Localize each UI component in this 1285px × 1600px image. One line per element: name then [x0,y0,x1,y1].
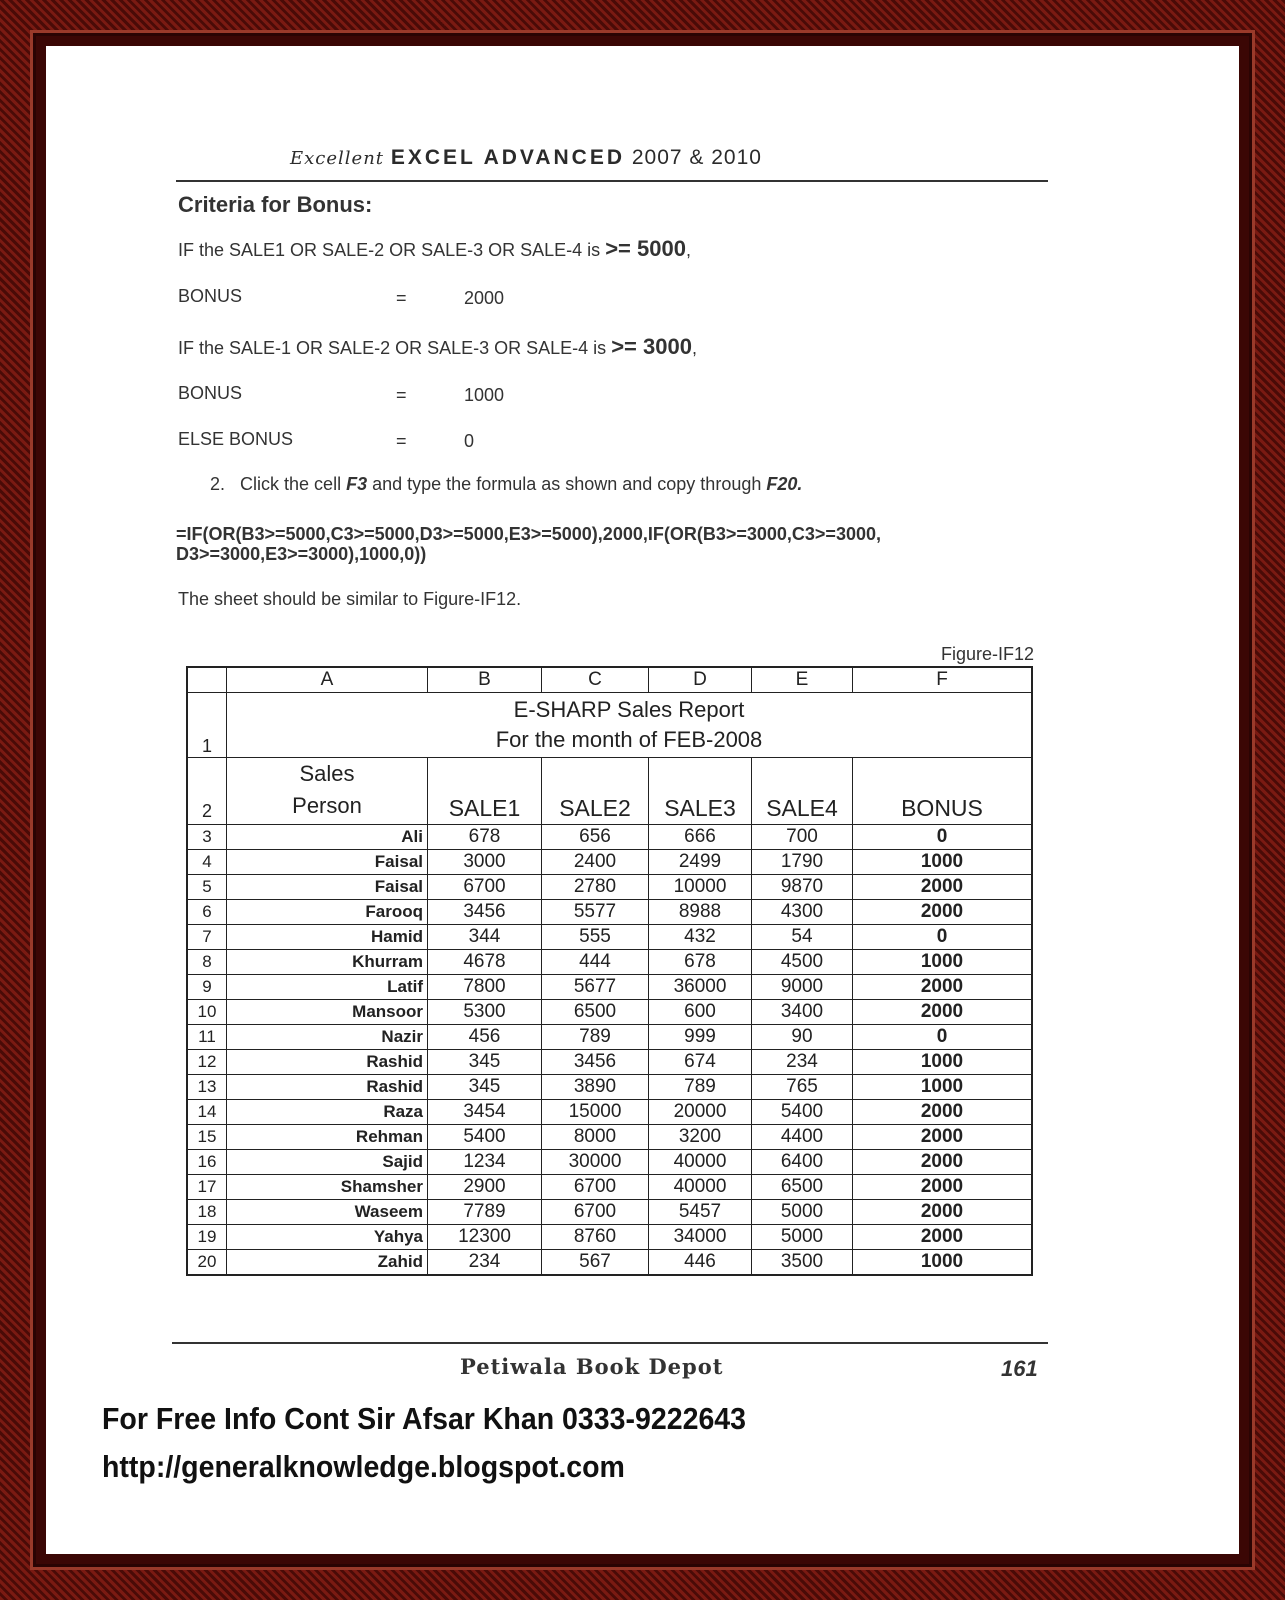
sales-person-cell: Mansoor [227,1000,428,1025]
sale2-cell: 444 [542,950,649,975]
sale3-cell: 5457 [649,1200,752,1225]
sales-person-cell: Shamsher [227,1175,428,1200]
sale2-cell: 789 [542,1025,649,1050]
rule2-line: IF the SALE-1 OR SALE-2 OR SALE-3 OR SALE-4 is >= 3000, [178,334,697,359]
sales-person-cell: Faisal [227,850,428,875]
column-header: A [227,667,428,693]
table-row [187,850,1032,875]
sales-person-cell: Zahid [227,1250,428,1276]
else-bonus-label: ELSE BONUS [178,429,294,449]
sale4-cell: 5000 [752,1200,853,1225]
header-row [187,758,1032,825]
sale2-cell: 8000 [542,1125,649,1150]
sale3-cell: 40000 [649,1150,752,1175]
column-header: C [542,667,649,693]
sale2-cell: 6700 [542,1175,649,1200]
sale1-cell: 345 [428,1075,542,1100]
column-header: F [853,667,1033,693]
table-row [187,950,1032,975]
sale4-cell: 9000 [752,975,853,1000]
row-number: 19 [187,1225,227,1250]
bonus-cell: 2000 [853,1225,1033,1250]
sale3-cell: 34000 [649,1225,752,1250]
row-number: 8 [187,950,227,975]
table-row [187,900,1032,925]
sale4-cell: 4500 [752,950,853,975]
table-row [187,1050,1032,1075]
rule1-bonus-value: 2000 [464,288,505,308]
row-number: 14 [187,1100,227,1125]
sale2-cell: 6700 [542,1200,649,1225]
title-row [187,693,1032,758]
sale3-cell: 3200 [649,1125,752,1150]
report-subtitle: For the month of FEB-2008 [495,727,763,752]
sale1-cell: 4678 [428,950,542,975]
rule2-equals: = [396,385,407,405]
sales-person-cell: Faisal [227,875,428,900]
sale3-cell: 446 [649,1250,752,1276]
sale2-cell: 567 [542,1250,649,1276]
sale2-cell: 30000 [542,1150,649,1175]
table-row [187,925,1032,950]
bonus-cell: 2000 [853,1200,1033,1225]
sale1-cell: 12300 [428,1225,542,1250]
sale3-cell: 40000 [649,1175,752,1200]
header-script-word: Excellent [290,148,385,169]
bonus-cell: 2000 [853,1175,1033,1200]
formula-line2: D3>=3000,E3>=3000),1000,0)) [176,544,427,564]
row-number: 7 [187,925,227,950]
header-rule [176,180,1048,182]
header-versions: 2007 & 2010 [631,146,762,169]
sale2-cell: 555 [542,925,649,950]
table-row [187,1175,1032,1200]
sale2-cell: 5577 [542,900,649,925]
table-row [187,1200,1032,1225]
sales-person-cell: Raza [227,1100,428,1125]
sales-person-cell: Rehman [227,1125,428,1150]
row-number: 1 [187,693,227,758]
sale1-cell: 3456 [428,900,542,925]
rule1-bonus-label: BONUS [178,286,243,306]
sale2-cell: 656 [542,825,649,850]
bonus-cell: 1000 [853,1050,1033,1075]
sale4-cell: 5000 [752,1225,853,1250]
sales-person-cell: Hamid [227,925,428,950]
table-row [187,975,1032,1000]
sales-person-cell: Latif [227,975,428,1000]
sale4-cell: 234 [752,1050,853,1075]
sales-person-cell: Nazir [227,1025,428,1050]
sale3-cell: 666 [649,825,752,850]
sales-person-line2: Person [292,793,362,818]
bonus-cell: 0 [853,1025,1033,1050]
bonus-cell: 0 [853,925,1033,950]
sale2-cell: 2780 [542,875,649,900]
bonus-cell: 1000 [853,1075,1033,1100]
sale1-cell: 345 [428,1050,542,1075]
sale2-cell: 6500 [542,1000,649,1025]
similar-text: The sheet should be similar to Figure-IF12. [178,589,522,609]
sale1-cell: 678 [428,825,542,850]
sale1-cell: 6700 [428,875,542,900]
table-row [187,1225,1032,1250]
rule2-threshold: >= 3000 [611,334,692,359]
sale4-header: SALE4 [752,758,853,825]
column-header: D [649,667,752,693]
row-number: 9 [187,975,227,1000]
rule2-bonus-value: 1000 [464,385,505,405]
table-row [187,1125,1032,1150]
bonus-cell: 2000 [853,900,1033,925]
spreadsheet-figure [186,666,1033,1276]
sale2-header: SALE2 [542,758,649,825]
sales-person-cell: Khurram [227,950,428,975]
sale4-cell: 4300 [752,900,853,925]
sale1-cell: 2900 [428,1175,542,1200]
sale3-cell: 432 [649,925,752,950]
sale4-cell: 3400 [752,1000,853,1025]
sale1-header: SALE1 [428,758,542,825]
row-number: 10 [187,1000,227,1025]
figure-label: Figure-IF12 [941,644,1035,664]
rule1-threshold: >= 5000 [605,236,686,261]
else-bonus-value: 0 [464,431,475,451]
sale3-cell: 36000 [649,975,752,1000]
row-number: 3 [187,825,227,850]
sale2-cell: 3456 [542,1050,649,1075]
book-header [290,146,1050,170]
sale1-cell: 344 [428,925,542,950]
row-number: 20 [187,1250,227,1276]
table-row [187,1250,1032,1276]
table-row [187,1025,1032,1050]
row-number: 11 [187,1025,227,1050]
sale3-cell: 2499 [649,850,752,875]
page-number: 161 [1001,1356,1038,1381]
step-cell: F3 [346,474,368,494]
sales-person-cell: Waseem [227,1200,428,1225]
sale4-cell: 1790 [752,850,853,875]
sale2-cell: 2400 [542,850,649,875]
sales-person-header [227,758,428,825]
sale3-cell: 20000 [649,1100,752,1125]
bonus-header: BONUS [853,758,1033,825]
rule1-line: IF the SALE1 OR SALE-2 OR SALE-3 OR SALE-4 is >= 5000, [178,236,691,261]
sale4-cell: 6500 [752,1175,853,1200]
sale1-cell: 456 [428,1025,542,1050]
header-title: EXCEL ADVANCED [390,146,626,169]
sale4-cell: 54 [752,925,853,950]
sale4-cell: 6400 [752,1150,853,1175]
sale1-cell: 5400 [428,1125,542,1150]
sales-person-cell: Rashid [227,1075,428,1100]
sale2-cell: 3890 [542,1075,649,1100]
bonus-cell: 2000 [853,1100,1033,1125]
sale1-cell: 3000 [428,850,542,875]
rule2-text: IF the SALE-1 OR SALE-2 OR SALE-3 OR SALE-4 is [178,338,607,358]
else-equals: = [396,431,407,451]
sale1-cell: 1234 [428,1150,542,1175]
sale3-cell: 600 [649,1000,752,1025]
step-number: 2. [210,474,226,494]
table-row [187,1150,1032,1175]
sale3-cell: 8988 [649,900,752,925]
sales-person-cell: Yahya [227,1225,428,1250]
formula-text [176,524,1006,564]
sales-person-cell: Sajid [227,1150,428,1175]
promo-contact: For Free Info Cont Sir Afsar Khan 0333-9222643 [102,1401,747,1436]
promo-url: http://generalknowledge.blogspot.com [102,1449,625,1484]
bonus-cell: 2000 [853,1150,1033,1175]
sale2-cell: 5677 [542,975,649,1000]
scanned-page [46,46,1239,1554]
table-row [187,825,1032,850]
sale3-header: SALE3 [649,758,752,825]
column-header: E [752,667,853,693]
sale3-cell: 674 [649,1050,752,1075]
bonus-cell: 2000 [853,1000,1033,1025]
sale4-cell: 3500 [752,1250,853,1276]
table-row [187,875,1032,900]
row-number: 15 [187,1125,227,1150]
sale1-cell: 5300 [428,1000,542,1025]
report-title-cell [227,693,1033,758]
bonus-cell: 1000 [853,850,1033,875]
sales-person-cell: Rashid [227,1050,428,1075]
row-number: 13 [187,1075,227,1100]
sale4-cell: 765 [752,1075,853,1100]
table-row [187,1100,1032,1125]
rule1-equals: = [396,288,407,308]
row-number: 18 [187,1200,227,1225]
table-row [187,1075,1032,1100]
step-text-before: Click the cell [240,474,342,494]
row-number: 6 [187,900,227,925]
sale4-cell: 9870 [752,875,853,900]
bonus-cell: 2000 [853,975,1033,1000]
row-number: 2 [187,758,227,825]
column-header: B [428,667,542,693]
row-number: 16 [187,1150,227,1175]
sales-person-cell: Ali [227,825,428,850]
sale2-cell: 8760 [542,1225,649,1250]
sale4-cell: 5400 [752,1100,853,1125]
bonus-cell: 2000 [853,1125,1033,1150]
sale4-cell: 90 [752,1025,853,1050]
bonus-cell: 1000 [853,950,1033,975]
row-number: 4 [187,850,227,875]
sale3-cell: 999 [649,1025,752,1050]
sale3-cell: 789 [649,1075,752,1100]
row-number: 5 [187,875,227,900]
formula-line1: =IF(OR(B3>=5000,C3>=5000,D3>=5000,E3>=5000),2000,IF(OR(B3>=3000,C3>=3000, [176,524,881,544]
report-title: E-SHARP Sales Report [513,697,745,722]
sale1-cell: 7800 [428,975,542,1000]
column-header-row [187,667,1032,693]
step-text-middle: and type the formula as shown and copy through [372,474,762,494]
table-row [187,1000,1032,1025]
publisher: Petiwala Book Depot [460,1354,724,1379]
rule1-text: IF the SALE1 OR SALE-2 OR SALE-3 OR SALE-4 is [178,240,601,260]
criteria-title: Criteria for Bonus: [178,192,373,217]
sales-person-line1: Sales [299,761,355,786]
bonus-cell: 2000 [853,875,1033,900]
step-instruction [210,474,802,495]
sale3-cell: 10000 [649,875,752,900]
sale3-cell: 678 [649,950,752,975]
bonus-cell: 0 [853,825,1033,850]
sale1-cell: 7789 [428,1200,542,1225]
sale1-cell: 234 [428,1250,542,1276]
row-number: 12 [187,1050,227,1075]
footer-rule [172,1342,1048,1344]
sales-person-cell: Farooq [227,900,428,925]
rule2-bonus-label: BONUS [178,383,243,403]
sale2-cell: 15000 [542,1100,649,1125]
data-rows [187,825,1032,1276]
bonus-cell: 1000 [853,1250,1033,1276]
sale4-cell: 4400 [752,1125,853,1150]
row-number: 17 [187,1175,227,1200]
step-cell-end: F20. [766,474,803,494]
corner-cell [187,667,227,693]
sale1-cell: 3454 [428,1100,542,1125]
sale4-cell: 700 [752,825,853,850]
